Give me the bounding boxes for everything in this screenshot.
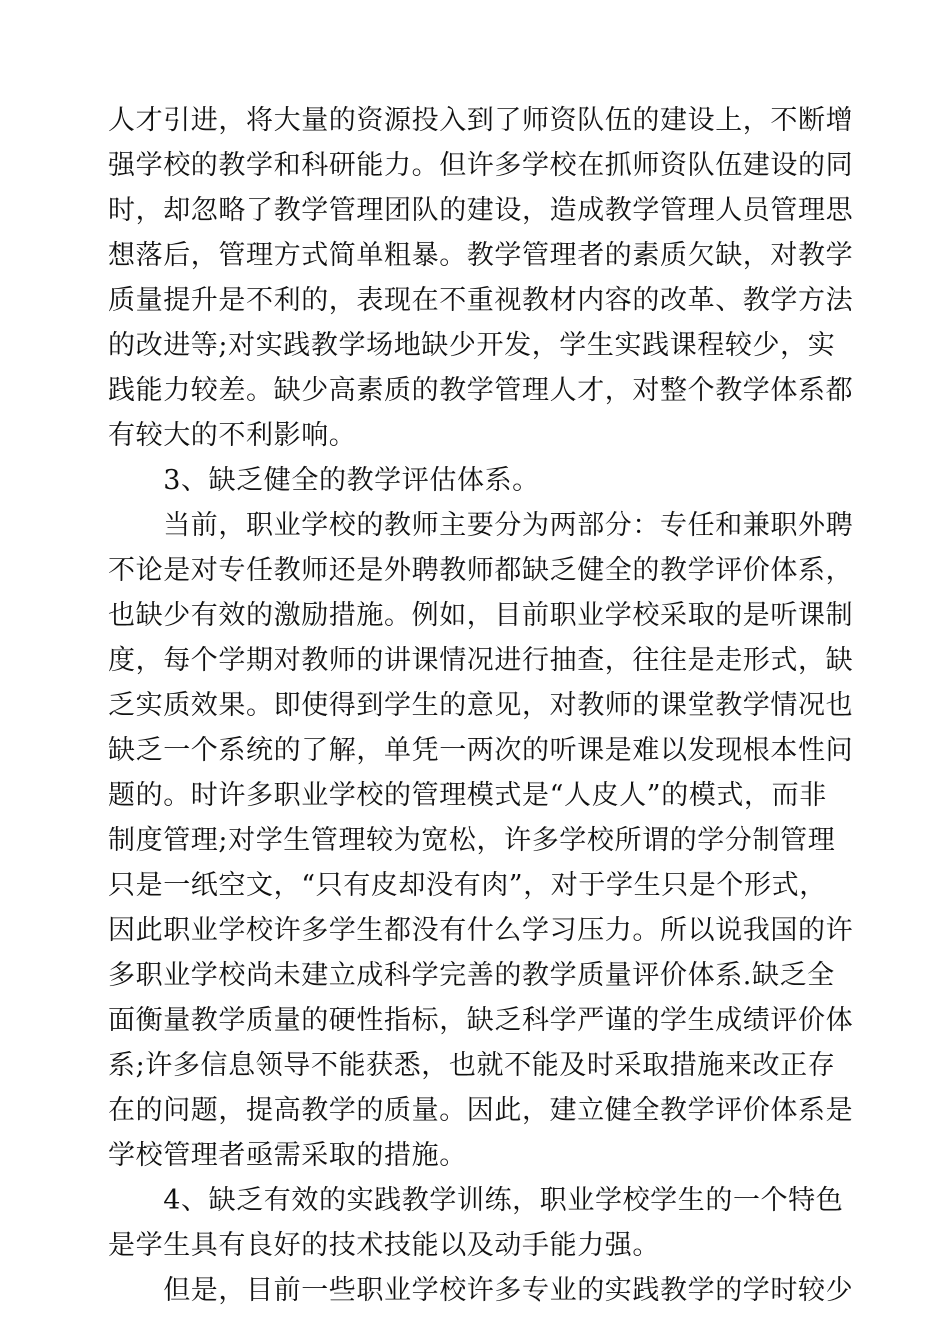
text-line: 不论是对专任教师还是外聘教师都缺乏健全的教学评价体系，: [108, 555, 854, 586]
text-line: 制度管理;对学生管理较为宽松，许多学校所谓的学分制管理: [108, 825, 836, 856]
text-line: 乏实质效果。即使得到学生的意见，对教师的课堂教学情况也: [108, 690, 854, 721]
text-line: 践能力较差。缺少高素质的教学管理人才，对整个教学体系都: [108, 375, 854, 406]
text-line: 人才引进，将大量的资源投入到了师资队伍的建设上，不断增: [108, 105, 854, 136]
section-heading: 4、缺乏有效的实践教学训练，职业学校学生的一个特色: [108, 1185, 844, 1216]
text-line: 因此职业学校许多学生都没有什么学习压力。所以说我国的许: [108, 915, 854, 946]
text-line: 有较大的不利影响。: [108, 420, 357, 451]
text-line: 也缺少有效的激励措施。例如，目前职业学校采取的是听课制: [108, 600, 854, 631]
section-heading: 3、缺乏健全的教学评估体系。: [108, 465, 540, 496]
text-line: 题的。时许多职业学校的管理模式是“人皮人”的模式，而非: [108, 780, 827, 811]
text-line: 只是一纸空文，“只有皮却没有肉”，对于学生只是个形式，: [108, 870, 827, 901]
text-line: 但是，目前一些职业学校许多专业的实践教学的学时较少: [108, 1275, 854, 1306]
text-line: 学校管理者亟需采取的措施。: [108, 1140, 467, 1171]
text-line: 是学生具有良好的技术技能以及动手能力强。: [108, 1230, 660, 1261]
text-line: 面衡量教学质量的硬性指标，缺乏科学严谨的学生成绩评价体: [108, 1005, 854, 1036]
text-line: 缺乏一个系统的了解，单凭一两次的听课是难以发现根本性问: [108, 735, 854, 766]
body-text: [108, 98, 854, 1313]
text-line: 的改进等;对实践教学场地缺少开发，学生实践课程较少，实: [108, 330, 836, 361]
text-line: 系;许多信息领导不能获悉，也就不能及时采取措施来改正存: [108, 1050, 836, 1081]
text-line: 在的问题，提高教学的质量。因此，建立健全教学评价体系是: [108, 1095, 854, 1126]
text-line: 当前，职业学校的教师主要分为两部分：专任和兼职外聘: [108, 510, 854, 541]
text-line: 强学校的教学和科研能力。但许多学校在抓师资队伍建设的同: [108, 150, 854, 181]
text-line: 时，却忽略了教学管理团队的建设，造成教学管理人员管理思: [108, 195, 854, 226]
text-line: 质量提升是不利的，表现在不重视教材内容的改革、教学方法: [108, 285, 854, 316]
text-line: 想落后，管理方式简单粗暴。教学管理者的素质欠缺，对教学: [108, 240, 854, 271]
text-line: 多职业学校尚未建立成科学完善的教学质量评价体系.缺乏全: [108, 960, 835, 991]
text-line: 度，每个学期对教师的讲课情况进行抽查，往往是走形式，缺: [108, 645, 854, 676]
